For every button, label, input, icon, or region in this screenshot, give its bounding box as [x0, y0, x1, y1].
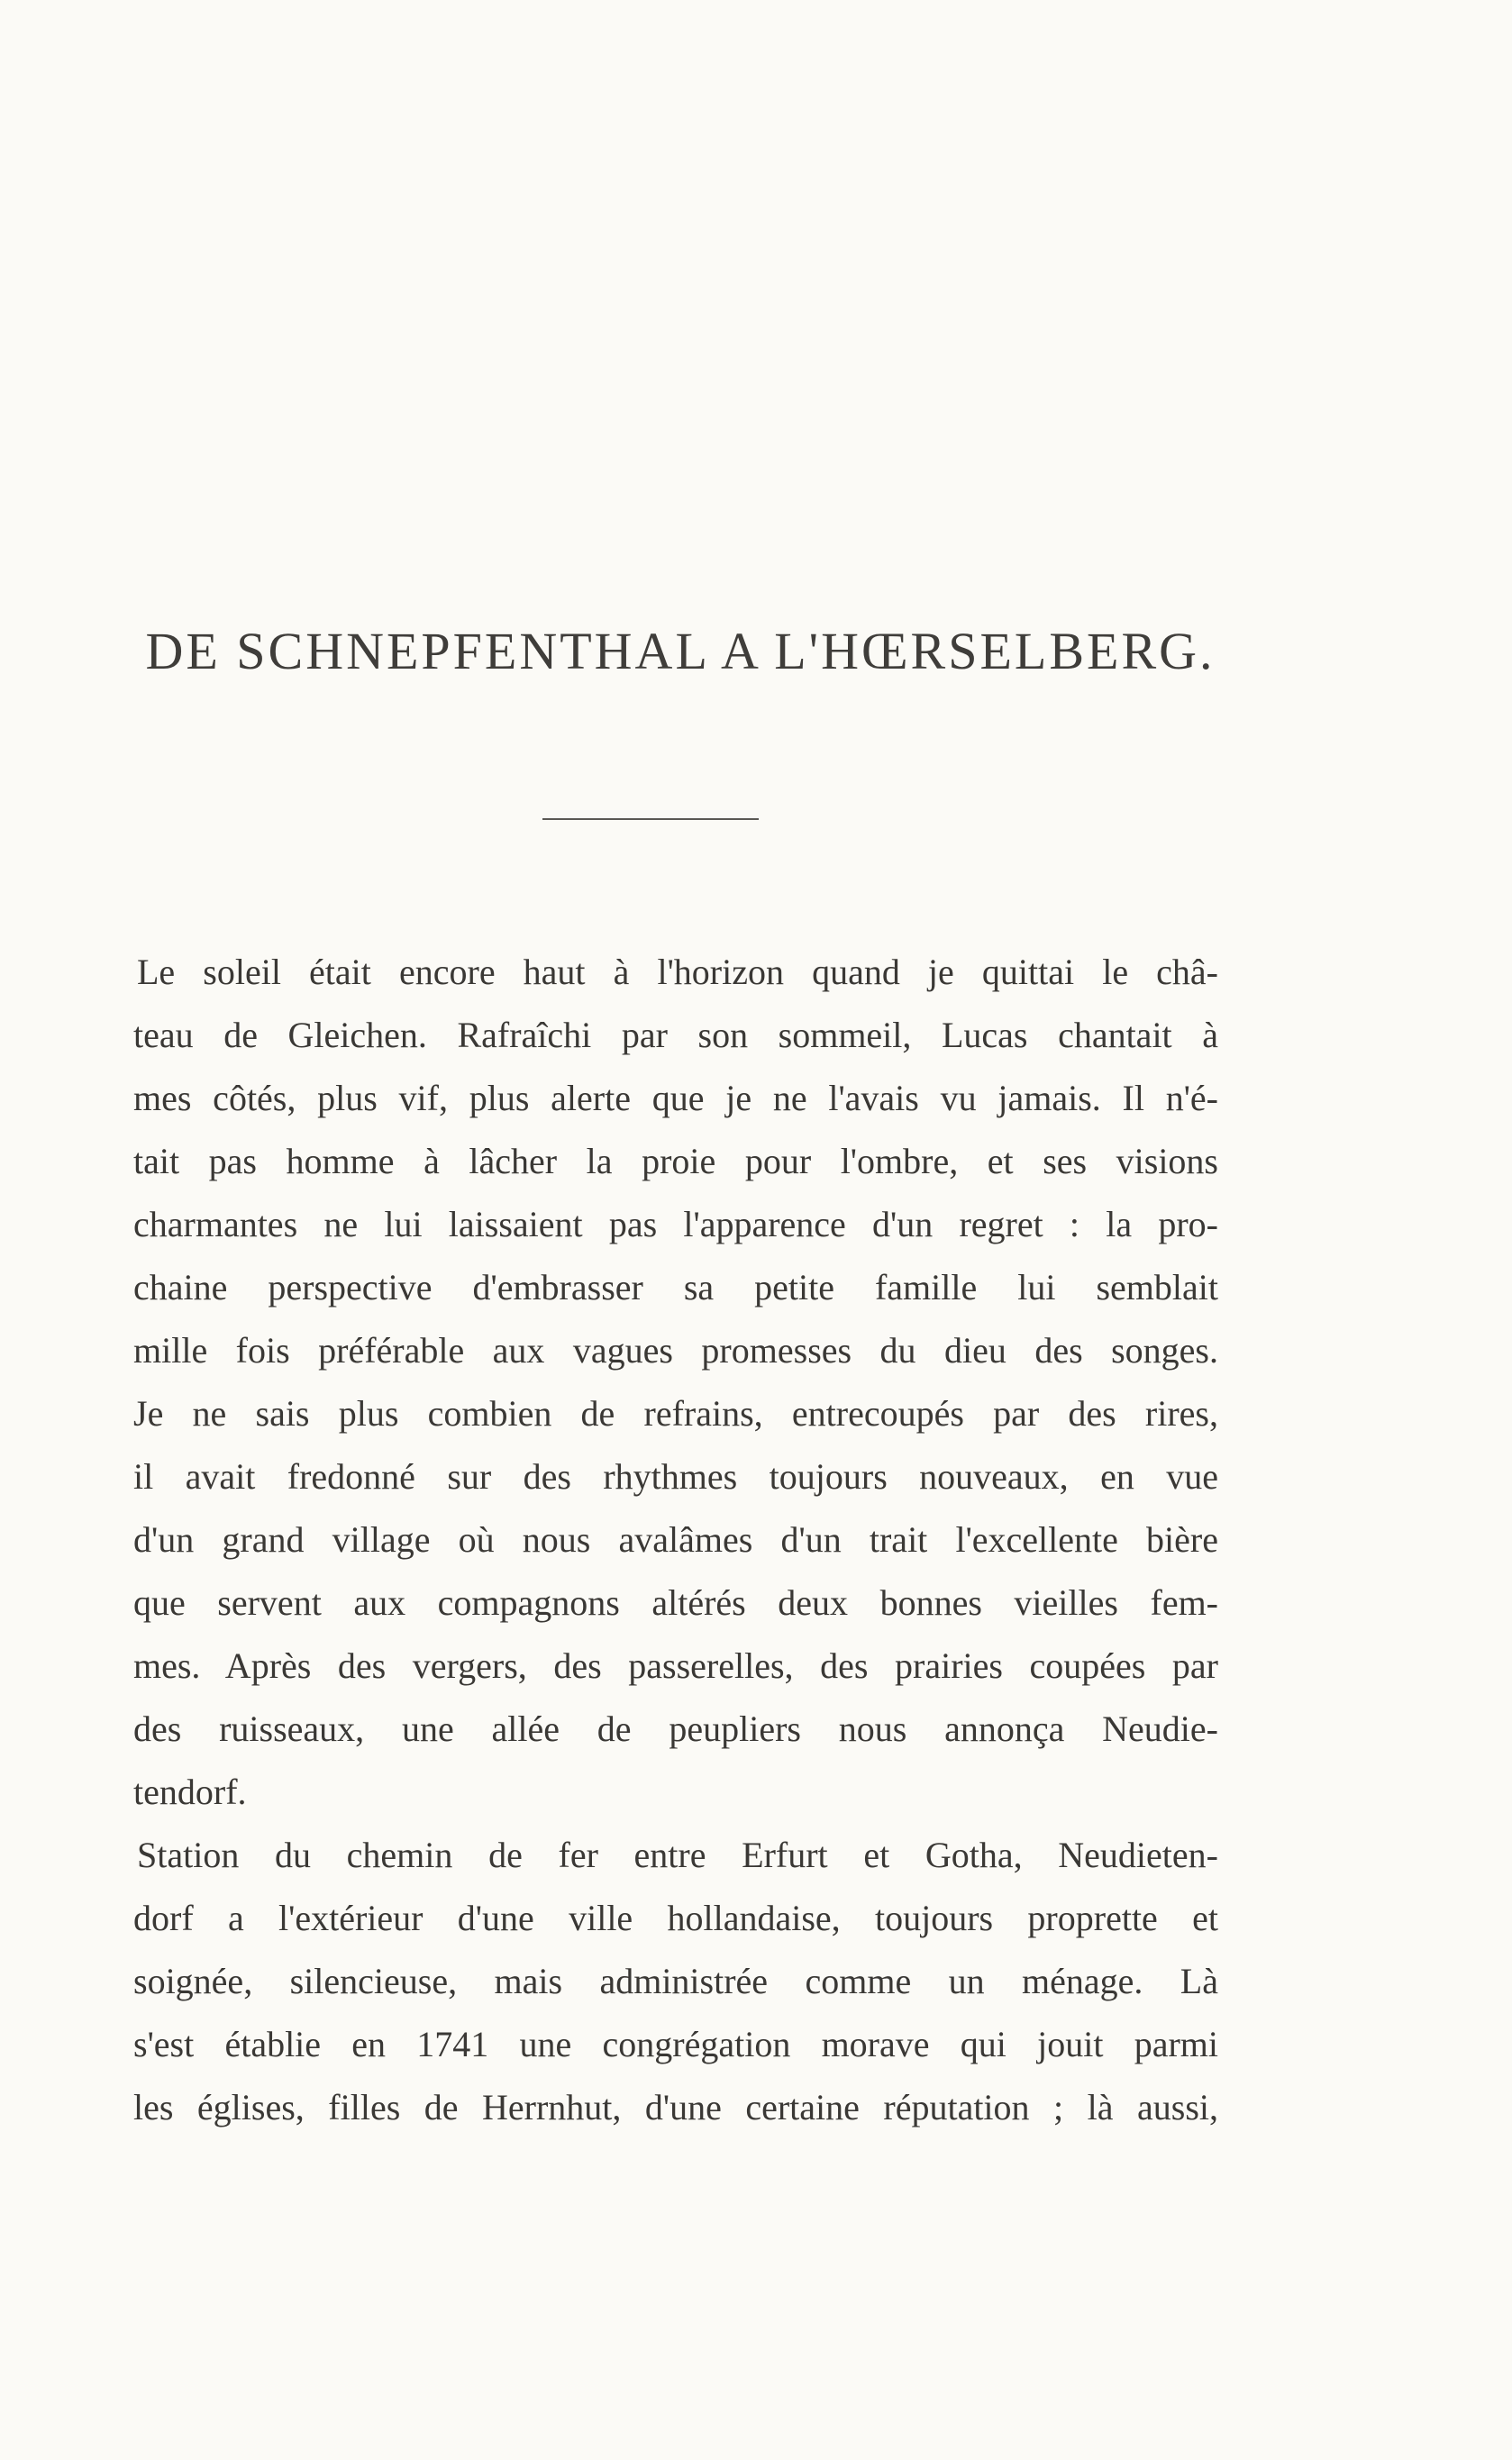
text-line: mille fois préférable aux vagues promesses du dieu des songes. [133, 1330, 1218, 1371]
paragraph-1 [133, 941, 1218, 1824]
text-line: mes côtés, plus vif, plus alerte que je ne l'avais vu jamais. Il n'é- [133, 1078, 1218, 1118]
text-line: teau de Gleichen. Rafraîchi par son sommeil, Lucas chantait à [133, 1015, 1218, 1055]
text-line: mes. Après des vergers, des passerelles, des prairies coupées par [133, 1645, 1218, 1686]
text-line: dorf a l'extérieur d'une ville hollandaise, toujours proprette et [133, 1898, 1218, 1938]
text-line: que servent aux compagnons altérés deux bonnes vieilles fem- [133, 1582, 1218, 1623]
text-line: s'est établie en 1741 une congrégation morave qui jouit parmi [133, 2024, 1218, 2064]
text-line: Le soleil était encore haut à l'horizon quand je quittai le châ- [137, 952, 1218, 992]
text-line: il avait fredonné sur des rhythmes toujours nouveaux, en vue [133, 1456, 1218, 1497]
text-line: des ruisseaux, une allée de peupliers nous annonça Neudie- [133, 1708, 1218, 1749]
text-line: chaine perspective d'embrasser sa petite famille lui semblait [133, 1267, 1218, 1307]
text-line: les églises, filles de Herrnhut, d'une certaine réputation ; là aussi, [133, 2087, 1218, 2127]
body-text [133, 941, 1218, 2139]
text-line: charmantes ne lui laissaient pas l'apparence d'un regret : la pro- [133, 1204, 1218, 1244]
paragraph-2 [133, 1824, 1218, 2139]
text-line: Je ne sais plus combien de refrains, entrecoupés par des rires, [133, 1393, 1218, 1434]
text-line: tait pas homme à lâcher la proie pour l'ombre, et ses visions [133, 1141, 1218, 1181]
title-divider [542, 818, 759, 820]
text-line: soignée, silencieuse, mais administrée comme un ménage. Là [133, 1961, 1218, 2001]
text-line: Station du chemin de fer entre Erfurt et Gotha, Neudieten- [137, 1835, 1218, 1875]
text-line: d'un grand village où nous avalâmes d'un trait l'excellente bière [133, 1519, 1218, 1560]
chapter-title: DE SCHNEPFENTHAL A L'HŒRSELBERG. [145, 622, 1216, 680]
text-line: tendorf. [133, 1772, 247, 1812]
